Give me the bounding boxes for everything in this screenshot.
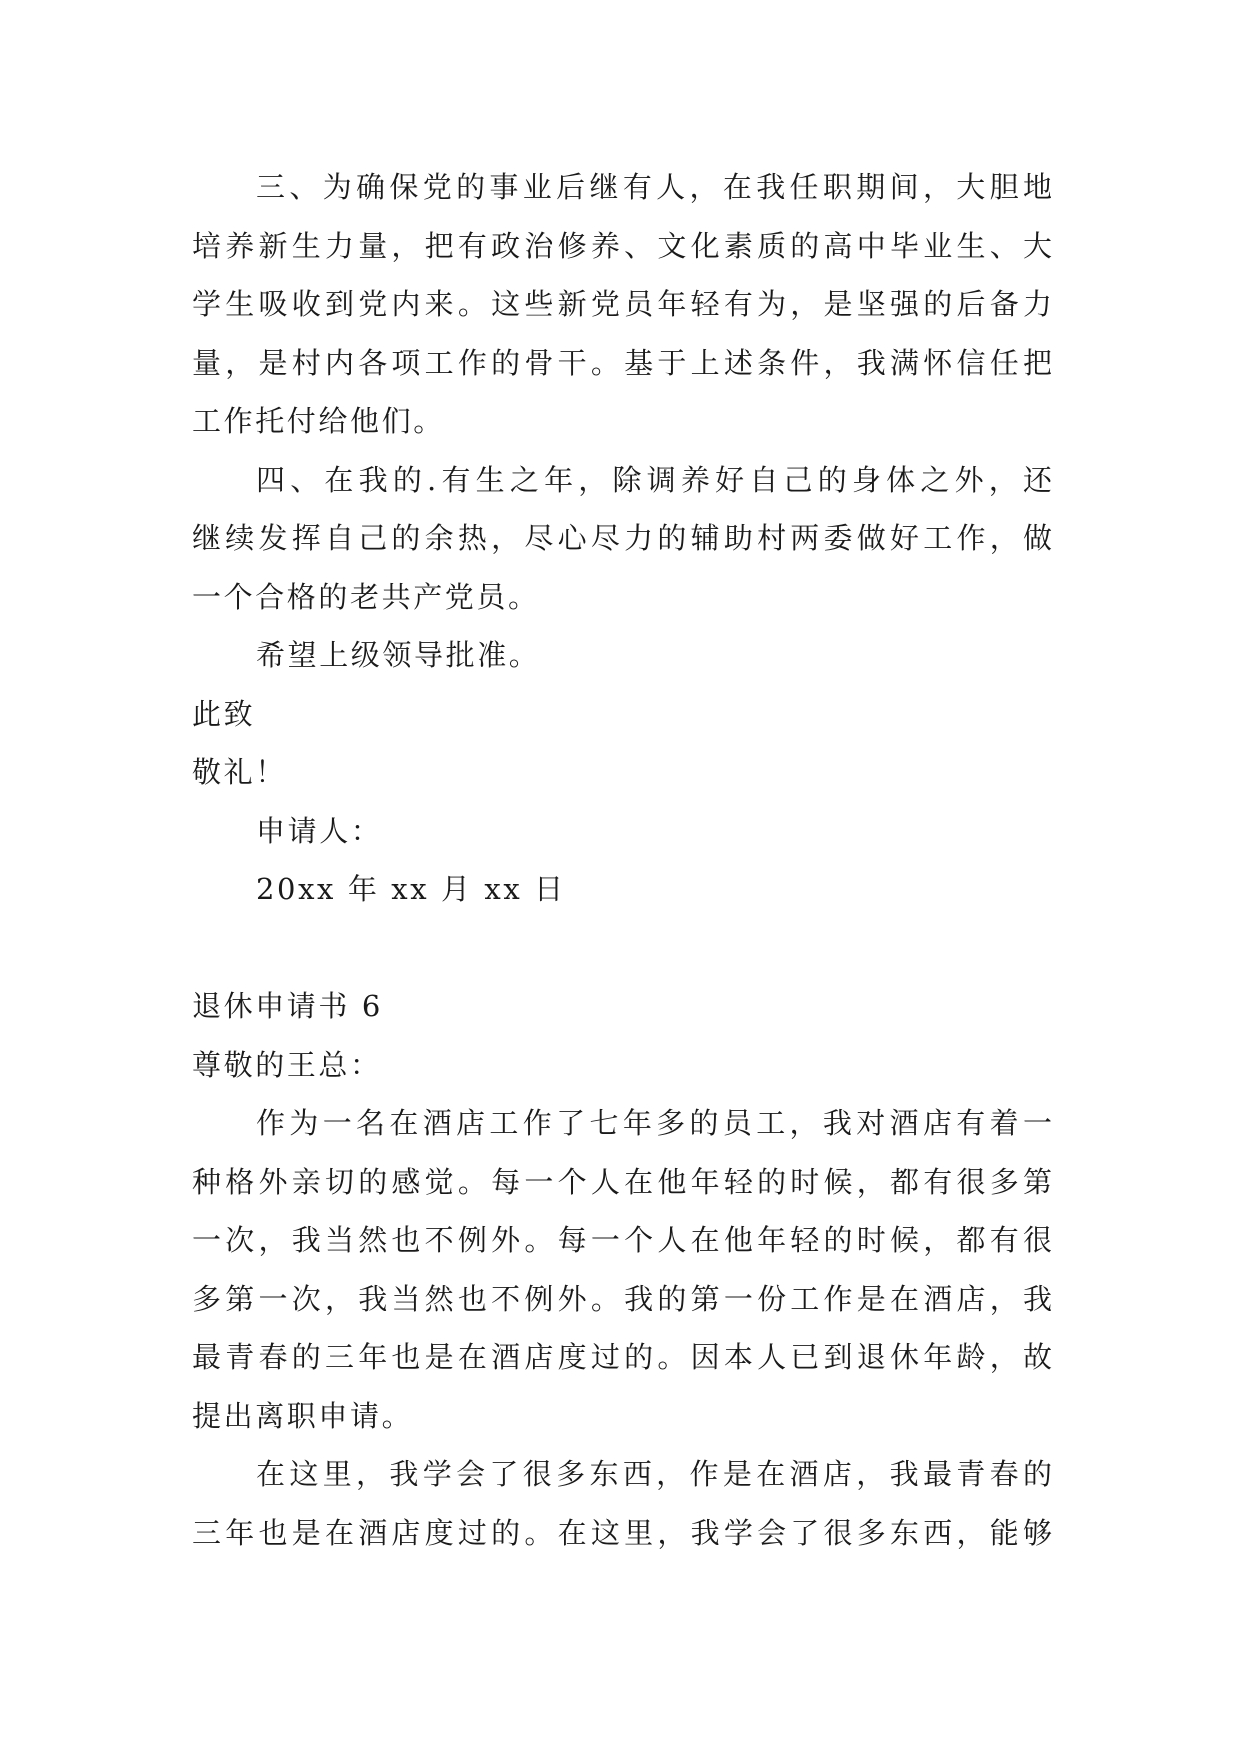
paragraph-line: 作为一名在酒店工作了七年多的员工，我对酒店有着一: [256, 1106, 1052, 1140]
closing-request: 希望上级领导批准。: [256, 638, 541, 672]
section6-paragraph-2: [192, 1445, 1052, 1562]
paragraph-line: 三年也是在酒店度过的。在这里，我学会了很多东西，能够: [192, 1515, 1052, 1550]
paragraph-line: 提出离职申请。: [192, 1398, 414, 1433]
paragraph-line: 在这里，我学会了很多东西，作是在酒店，我最青春的: [256, 1457, 1052, 1491]
paragraph-line: 培养新生力量，把有政治修养、文化素质的高中毕业生、大: [192, 228, 1052, 263]
applicant-label: 申请人：: [256, 813, 383, 848]
document-page: [192, 158, 1052, 1562]
application-date: 20xx 年 xx 月 xx 日: [256, 872, 566, 906]
paragraph-line: 种格外亲切的感觉。每一个人在他年轻的时候，都有很多第: [192, 1164, 1052, 1199]
salutation-jing-li: 敬礼！: [192, 755, 287, 789]
paragraph-line: 量，是村内各项工作的骨干。基于上述条件，我满怀信任把: [192, 345, 1052, 380]
section-title: 退休申请书 6: [192, 989, 383, 1023]
paragraph-line: 最青春的三年也是在酒店度过的。因本人已到退休年龄，故: [192, 1340, 1052, 1374]
section6-paragraph-1: [192, 1094, 1052, 1445]
paragraph-line: 继续发挥自己的余热，尽心尽力的辅助村两委做好工作，做: [192, 521, 1052, 555]
paragraph-line: 一个合格的老共产党员。: [192, 579, 540, 614]
paragraph-line: 学生吸收到党内来。这些新党员年轻有为，是坚强的后备力: [192, 287, 1052, 321]
greeting: 尊敬的王总：: [192, 1047, 382, 1082]
paragraph-line: 多第一次，我当然也不例外。我的第一份工作是在酒店，我: [192, 1281, 1052, 1316]
paragraph-line: 一次，我当然也不例外。每一个人在他年轻的时候，都有很: [192, 1223, 1052, 1257]
paragraph-line: 三、为确保党的事业后继有人，在我任职期间，大胆地: [256, 170, 1052, 204]
blank-line: [192, 919, 1052, 978]
paragraph-line: 工作托付给他们。: [192, 404, 445, 438]
paragraph-line: 四、在我的.有生之年，除调养好自己的身体之外，还: [256, 462, 1052, 497]
paragraph-three: [192, 158, 1052, 451]
salutation-ci-zhi: 此致: [192, 696, 256, 731]
paragraph-four: [192, 451, 1052, 627]
